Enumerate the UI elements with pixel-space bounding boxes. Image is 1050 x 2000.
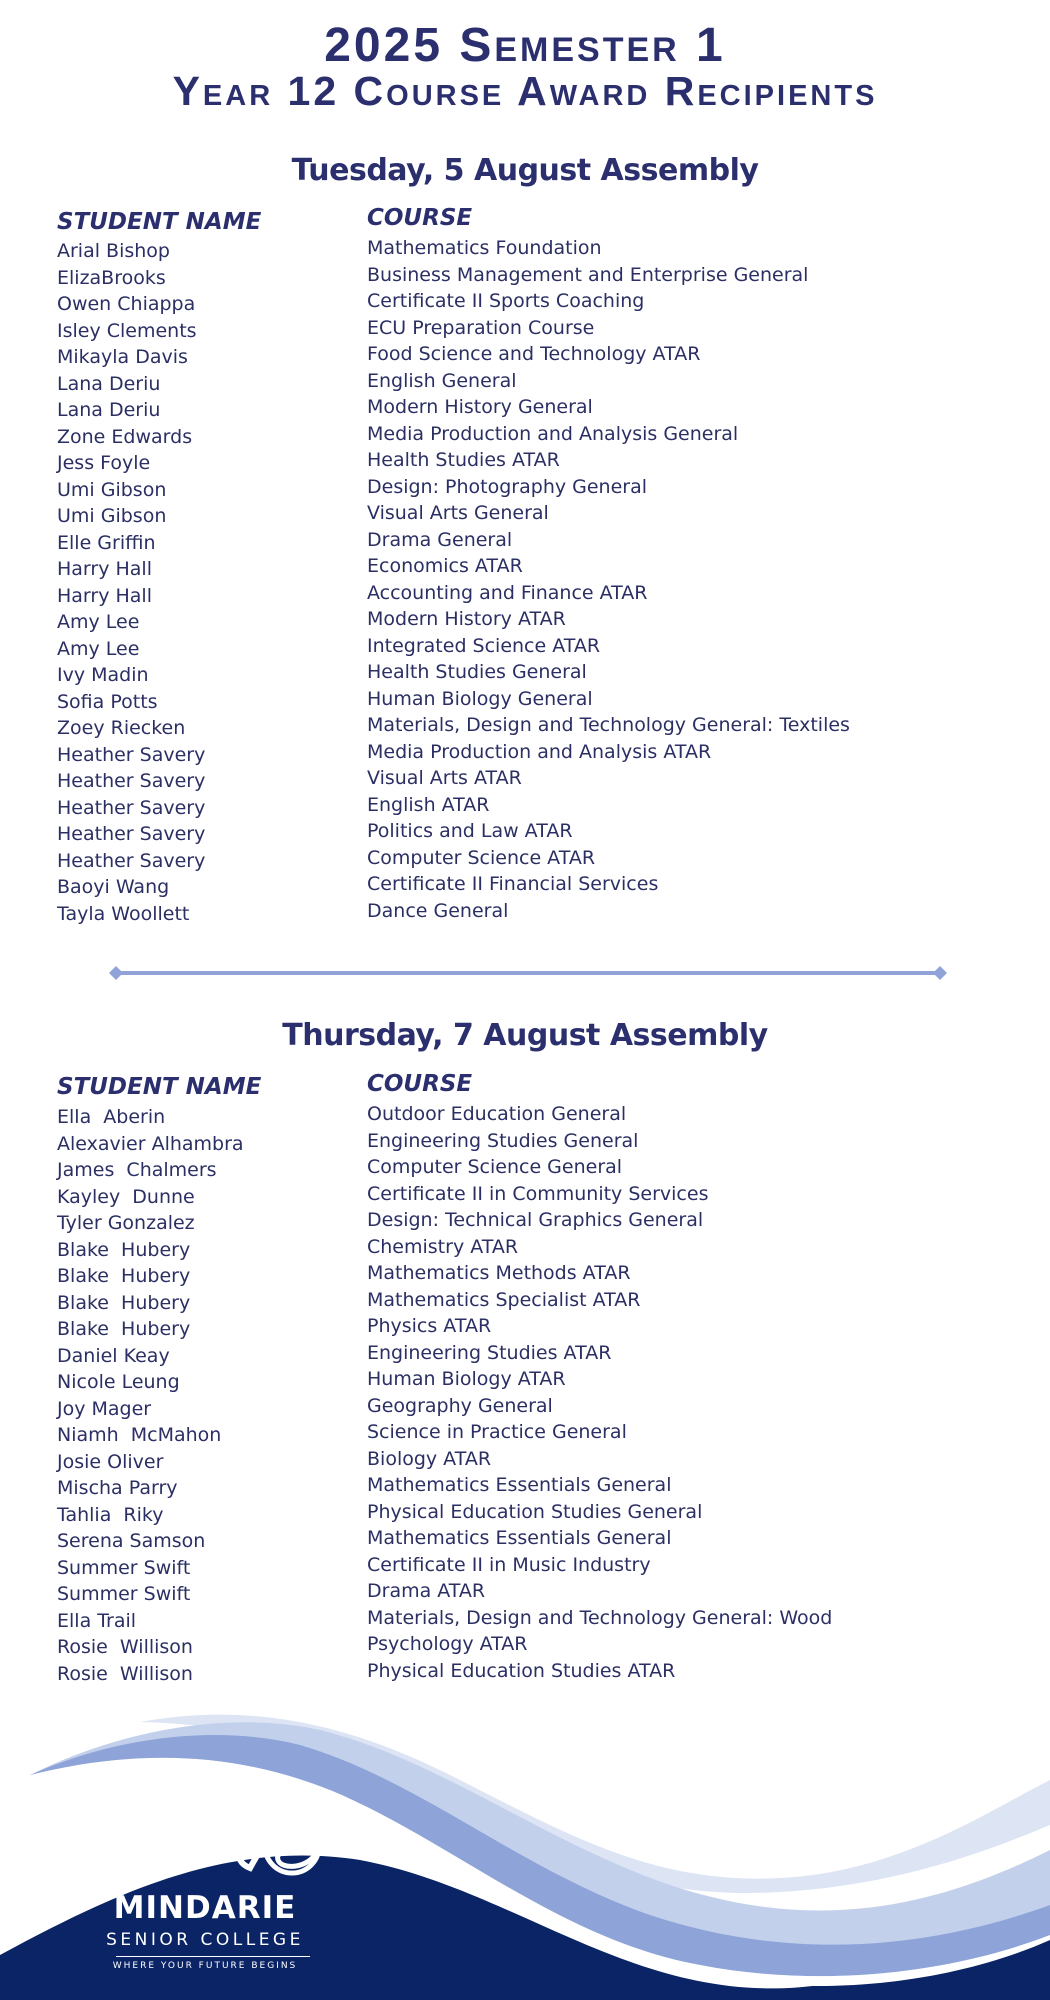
course-name: Science in Practice General xyxy=(367,1421,627,1443)
student-name: Ella Aberin xyxy=(57,1106,166,1128)
logo-rule xyxy=(116,1956,310,1957)
course-name: Design: Technical Graphics General xyxy=(367,1209,704,1231)
course-name: Geography General xyxy=(367,1394,553,1417)
course-name: Physical Education Studies ATAR xyxy=(367,1659,676,1682)
student-name: Nicole Leung xyxy=(57,1371,180,1393)
student-name: Niamh McMahon xyxy=(57,1424,222,1446)
student-name: Blake Hubery xyxy=(57,1291,191,1314)
student-name: Amy Lee xyxy=(57,611,140,633)
course-name: Modern History General xyxy=(367,396,593,418)
student-name: Zoey Riecken xyxy=(57,717,186,739)
course-name: Drama ATAR xyxy=(367,1580,486,1602)
course-name: Health Studies ATAR xyxy=(367,449,560,471)
course-name: Chemistry ATAR xyxy=(367,1235,519,1258)
student-name: Harry Hall xyxy=(57,558,152,580)
student-name: ElizaBrooks xyxy=(57,266,166,289)
student-name: Heather Savery xyxy=(57,743,206,766)
student-name: Amy Lee xyxy=(57,637,140,660)
course-name: Mathematics Methods ATAR xyxy=(367,1262,631,1284)
course-name: Certificate II in Music Industry xyxy=(367,1553,651,1576)
student-name: Elle Griffin xyxy=(57,531,156,554)
course-name: Mathematics Essentials General xyxy=(367,1527,672,1549)
student-name: Mischa Parry xyxy=(57,1477,178,1499)
course-name: English General xyxy=(367,369,517,392)
course-name: Mathematics Essentials General xyxy=(367,1474,672,1496)
course-name: Computer Science ATAR xyxy=(367,846,596,869)
student-name: Blake Hubery xyxy=(57,1238,191,1261)
student-name: Jess Foyle xyxy=(57,452,151,474)
course-header: COURSE xyxy=(367,205,473,231)
student-name: Isley Clements xyxy=(57,319,197,342)
course-name: Dance General xyxy=(367,899,509,922)
student-name: Tahlia Riky xyxy=(57,1503,164,1526)
course-name: Economics ATAR xyxy=(367,555,523,577)
course-name: Mathematics Foundation xyxy=(367,237,602,259)
student-name: Rosie Willison xyxy=(57,1636,193,1658)
student-name: Ella Trail xyxy=(57,1609,137,1632)
student-name: Baoyi Wang xyxy=(57,876,170,898)
course-name: Biology ATAR xyxy=(367,1447,492,1470)
title-semester: 2025 Semester 1 xyxy=(324,19,726,72)
course-name: Visual Arts ATAR xyxy=(367,767,522,789)
student-name: Harry Hall xyxy=(57,584,152,607)
student-name: Summer Swift xyxy=(57,1583,191,1605)
course-name: Human Biology ATAR xyxy=(367,1368,566,1390)
course-name: Certificate II Financial Services xyxy=(367,873,659,895)
student-name: Umi Gibson xyxy=(57,478,167,501)
student-list xyxy=(57,238,205,927)
student-name: Joy Mager xyxy=(57,1397,152,1420)
student-name: Owen Chiappa xyxy=(57,293,196,315)
student-name: James Chalmers xyxy=(57,1159,217,1181)
course-name: Visual Arts General xyxy=(367,502,549,524)
student-name: Heather Savery xyxy=(57,770,206,792)
course-name: Modern History ATAR xyxy=(367,608,566,630)
course-name: Health Studies General xyxy=(367,661,587,683)
student-name: Lana Deriu xyxy=(57,399,161,421)
course-name: Psychology ATAR xyxy=(367,1633,528,1655)
logo-tagline: WHERE YOUR FUTURE BEGINS xyxy=(112,1961,298,1971)
course-list xyxy=(367,235,850,924)
course-name: Computer Science General xyxy=(367,1156,623,1178)
student-name-header: STUDENT NAME xyxy=(57,1074,262,1100)
student-name: Tayla Woollett xyxy=(57,902,190,925)
student-name: Umi Gibson xyxy=(57,505,167,527)
course-name: Business Management and Enterprise General xyxy=(367,263,809,286)
section-heading: Thursday, 7 August Assembly xyxy=(282,1018,768,1053)
student-name: Blake Hubery xyxy=(57,1318,191,1340)
student-name: Serena Samson xyxy=(57,1530,206,1552)
student-name: Tyler Gonzalez xyxy=(57,1212,195,1234)
course-name: Media Production and Analysis ATAR xyxy=(367,740,712,763)
student-name: Lana Deriu xyxy=(57,372,161,395)
student-name: Sofia Potts xyxy=(57,690,158,713)
student-name: Blake Hubery xyxy=(57,1265,191,1287)
course-name: Engineering Studies ATAR xyxy=(367,1341,612,1364)
course-name: Drama General xyxy=(367,528,513,551)
student-name: Heather Savery xyxy=(57,823,206,845)
student-name: Heather Savery xyxy=(57,796,206,819)
logo-name: MINDARIE xyxy=(113,1890,297,1926)
course-name: Design: Photography General xyxy=(367,475,648,498)
student-name: Josie Oliver xyxy=(57,1450,164,1473)
course-name: English ATAR xyxy=(367,793,490,816)
course-name: Mathematics Specialist ATAR xyxy=(367,1288,641,1311)
course-name: Certificate II in Community Services xyxy=(367,1182,709,1205)
title-award-recipients: Year 12 Course Award Recipients xyxy=(172,68,878,114)
section-heading: Tuesday, 5 August Assembly xyxy=(291,153,759,188)
course-name: Engineering Studies General xyxy=(367,1129,639,1152)
student-name: Ivy Madin xyxy=(57,664,149,686)
student-name: Zone Edwards xyxy=(57,425,193,448)
student-name: Summer Swift xyxy=(57,1556,191,1579)
diamond-left-icon xyxy=(109,966,123,980)
section-divider xyxy=(108,966,948,980)
course-name: Accounting and Finance ATAR xyxy=(367,581,648,604)
course-name: Food Science and Technology ATAR xyxy=(367,343,701,365)
student-name-header: STUDENT NAME xyxy=(57,209,262,235)
course-header: COURSE xyxy=(367,1071,473,1097)
course-list xyxy=(367,1101,832,1684)
course-name: Media Production and Analysis General xyxy=(367,422,739,445)
student-name: Rosie Willison xyxy=(57,1662,193,1685)
course-name: Outdoor Education General xyxy=(367,1103,627,1125)
course-name: Human Biology General xyxy=(367,687,593,710)
course-name: Politics and Law ATAR xyxy=(367,820,573,842)
student-name: Alexavier Alhambra xyxy=(57,1132,244,1155)
course-name: Integrated Science ATAR xyxy=(367,634,601,657)
student-name: Daniel Keay xyxy=(57,1344,170,1367)
course-name: Physical Education Studies General xyxy=(367,1500,703,1523)
student-name: Heather Savery xyxy=(57,849,206,872)
student-name: Mikayla Davis xyxy=(57,346,188,368)
course-name: Materials, Design and Technology General: Textiles xyxy=(367,714,850,736)
student-name: Kayley Dunne xyxy=(57,1185,195,1208)
course-name: Certificate II Sports Coaching xyxy=(367,290,645,312)
logo-subtitle: SENIOR COLLEGE xyxy=(106,1930,304,1950)
diamond-right-icon xyxy=(933,966,947,980)
course-name: Materials, Design and Technology General: Wood xyxy=(367,1606,833,1629)
student-list xyxy=(57,1104,244,1687)
course-name: Physics ATAR xyxy=(367,1315,492,1337)
course-name: ECU Preparation Course xyxy=(367,316,595,339)
student-name: Arial Bishop xyxy=(57,240,170,262)
